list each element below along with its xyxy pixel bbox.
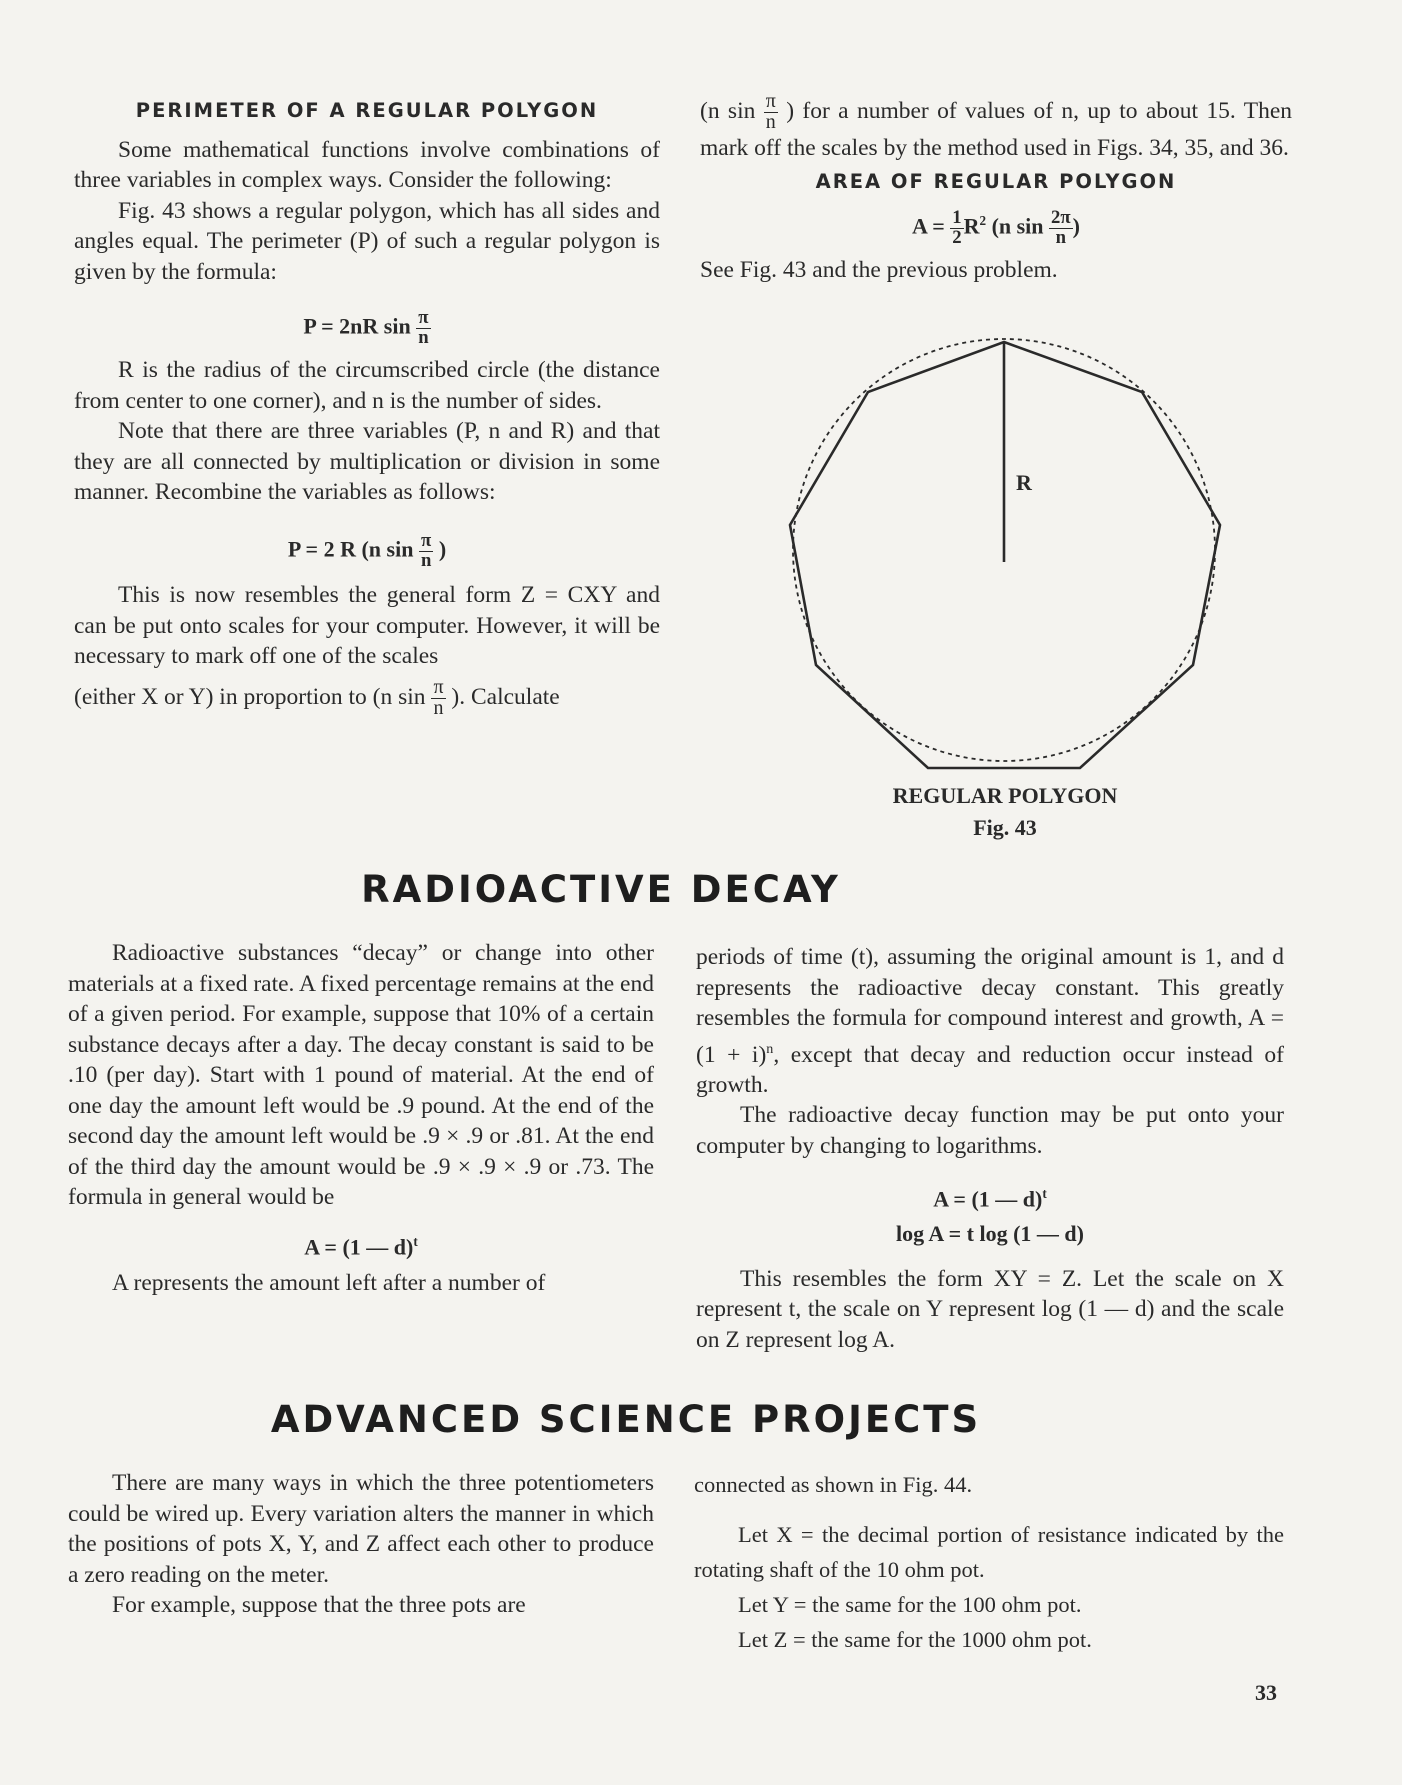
perimeter-paragraph-3: R is the radius of the circumscribed circle (the distance from center to one corner), and n is the number of sides. <box>74 357 660 414</box>
decay-right-paragraph-1 <box>696 942 1284 1100</box>
superscript-t: t <box>413 1233 418 1249</box>
decay-right-formula-2: log A = t log (1 — d) <box>896 1221 1084 1247</box>
fraction-denominator: n <box>433 696 444 719</box>
decay-right-part-a: periods of time (t), assuming the original amount is 1, and d represents the radioactive decay constant. This greatly resembles the formula for compound interest and growth, A = (1 + i) <box>696 944 1284 1068</box>
fraction-numerator: π <box>419 532 433 552</box>
decay-formula-text: A = (1 — d) <box>304 1233 414 1259</box>
decay-right-formula-1 <box>696 1179 1284 1215</box>
pi-over-n-fraction <box>416 309 430 347</box>
advanced-right-paragraph-1: connected as shown in Fig. 44. <box>694 1472 973 1497</box>
advanced-left-column <box>68 1468 654 1621</box>
perimeter-paragraph-2: Fig. 43 shows a regular polygon, which has all sides and angles equal. The perimeter (P) of such a regular polygon is given by the formula: <box>74 197 660 285</box>
two-pi-over-n-fraction <box>1049 209 1073 247</box>
figure-caption <box>780 780 1230 844</box>
perimeter-paragraph-6 <box>74 675 660 719</box>
pi-over-n-fraction <box>419 529 433 571</box>
area-note: See Fig. 43 and the previous problem. <box>700 257 1058 284</box>
page-number: 33 <box>1255 1680 1277 1705</box>
advanced-left-paragraph-1: There are many ways in which the three potentiometers could be wired up. Every variation alters the manner in which the positions of pots X, Y, and Z affect each other to produce a zero reading on the meter. <box>68 1470 654 1588</box>
formula-2-lhs: P = 2 R (n sin <box>287 536 414 562</box>
formula-2-rhs: ) <box>438 536 447 562</box>
figure-title: REGULAR POLYGON <box>892 783 1118 808</box>
radioactive-decay-heading: RADIOACTIVE DECAY <box>361 868 841 911</box>
superscript-n: n <box>766 1040 774 1057</box>
formula-1-lhs: P = 2nR sin <box>303 313 411 339</box>
continued-part-a: (n sin <box>700 97 756 124</box>
one-half-fraction <box>950 209 963 247</box>
area-heading: AREA OF REGULAR POLYGON <box>815 170 1177 194</box>
advanced-science-projects-heading: ADVANCED SCIENCE PROJECTS <box>270 1398 982 1441</box>
advanced-right-column <box>694 1470 1284 1657</box>
perimeter-heading: PERIMETER OF A REGULAR POLYGON <box>135 99 599 122</box>
advanced-left-paragraph-2: For example, suppose that the three pots are <box>112 1592 526 1618</box>
fraction-denominator: 2 <box>952 226 962 248</box>
perimeter-continued <box>700 92 1292 286</box>
figure-number: Fig. 43 <box>973 815 1037 840</box>
perimeter-section <box>74 96 660 719</box>
area-formula-r: R <box>963 213 980 239</box>
advanced-right-paragraph-4: Let Z = the same for the 1000 ohm pot. <box>738 1626 1092 1652</box>
fraction-denominator: n <box>1055 226 1067 248</box>
decay-formula-1-text: A = (1 — d) <box>933 1186 1043 1212</box>
perimeter-formula-1 <box>74 309 660 347</box>
decay-right-paragraph-3: This resembles the form XY = Z. Let the scale on X represent t, the scale on Y represent log (1 — d) and the scale on Z represent log A. <box>696 1265 1284 1353</box>
paragraph-6-part-a: (either X or Y) in proportion to (n sin <box>74 683 426 710</box>
area-formula-part-d: ) <box>1072 213 1080 239</box>
area-formula-part-a: A = <box>912 213 945 239</box>
regular-polygon-figure <box>780 330 1230 800</box>
fraction-numerator: 1 <box>952 207 962 229</box>
fraction-numerator: π <box>416 309 430 329</box>
fraction-denominator: n <box>418 326 429 348</box>
advanced-right-paragraph-3: Let Y = the same for the 100 ohm pot. <box>738 1591 1082 1617</box>
fraction-denominator: n <box>765 110 776 133</box>
decay-left-column <box>68 938 654 1299</box>
area-formula <box>700 206 1292 247</box>
superscript-t: t <box>1042 1186 1047 1202</box>
decay-left-paragraph-2: A represents the amount left after a number of <box>112 1270 546 1297</box>
superscript-2: 2 <box>979 212 987 228</box>
fraction-numerator: π <box>765 90 776 112</box>
decay-left-formula <box>68 1227 654 1263</box>
fraction-denominator: n <box>420 549 432 571</box>
decay-left-paragraph-1: Radioactive substances “decay” or change into other materials at a fixed rate. A fixed percentage remains at the end of a given period. For example, suppose that 10% of a certain substance decays after a day. The decay constant is said to be .10 (per day). Start with 1 pound of material. At the end of one day the amount left would be .9 pound. At the end of the second day the amount left would be .9 × .9 or .81. At the end of the third day the amount would be .9 × .9 × .9 or .73. The formula in general would be <box>68 940 654 1210</box>
fraction-numerator: π <box>433 675 444 698</box>
perimeter-paragraph-5: This is now resembles the general form Z = CXY and can be put onto scales for your computer. However, it will be necessary to mark off one of the scales <box>74 582 660 670</box>
perimeter-continued-paragraph <box>700 92 1292 163</box>
area-formula-part-c: (n sin <box>991 213 1044 239</box>
decay-right-part-b: , except that decay and reduction occur instead of growth. <box>696 1041 1284 1098</box>
decay-right-column <box>696 942 1284 1355</box>
radius-label: R <box>1016 470 1032 495</box>
perimeter-paragraph-1: Some mathematical functions involve combinations of three variables in complex ways. Consider the following: <box>74 136 660 193</box>
perimeter-paragraph-4: Note that there are three variables (P, n and R) and that they are all connected by multiplication or division in some manner. Recombine the variables as follows: <box>74 418 660 506</box>
continued-part-b: ) for a number of values of n, up to about 15. Then mark off the scales by the method used in Figs. 34, 35, and 36. <box>700 97 1293 161</box>
fraction-numerator: 2π <box>1051 207 1071 229</box>
pi-over-n-fraction <box>764 92 778 133</box>
perimeter-formula-2 <box>74 529 660 571</box>
advanced-right-paragraph-2: Let X = the decimal portion of resistance indicated by the rotating shaft of the 10 ohm pot. <box>694 1521 1284 1582</box>
paragraph-6-part-b: ). Calculate <box>451 683 560 710</box>
pi-over-n-fraction <box>431 675 445 719</box>
decay-right-paragraph-2: The radioactive decay function may be put onto your computer by changing to logarithms. <box>696 1102 1284 1159</box>
